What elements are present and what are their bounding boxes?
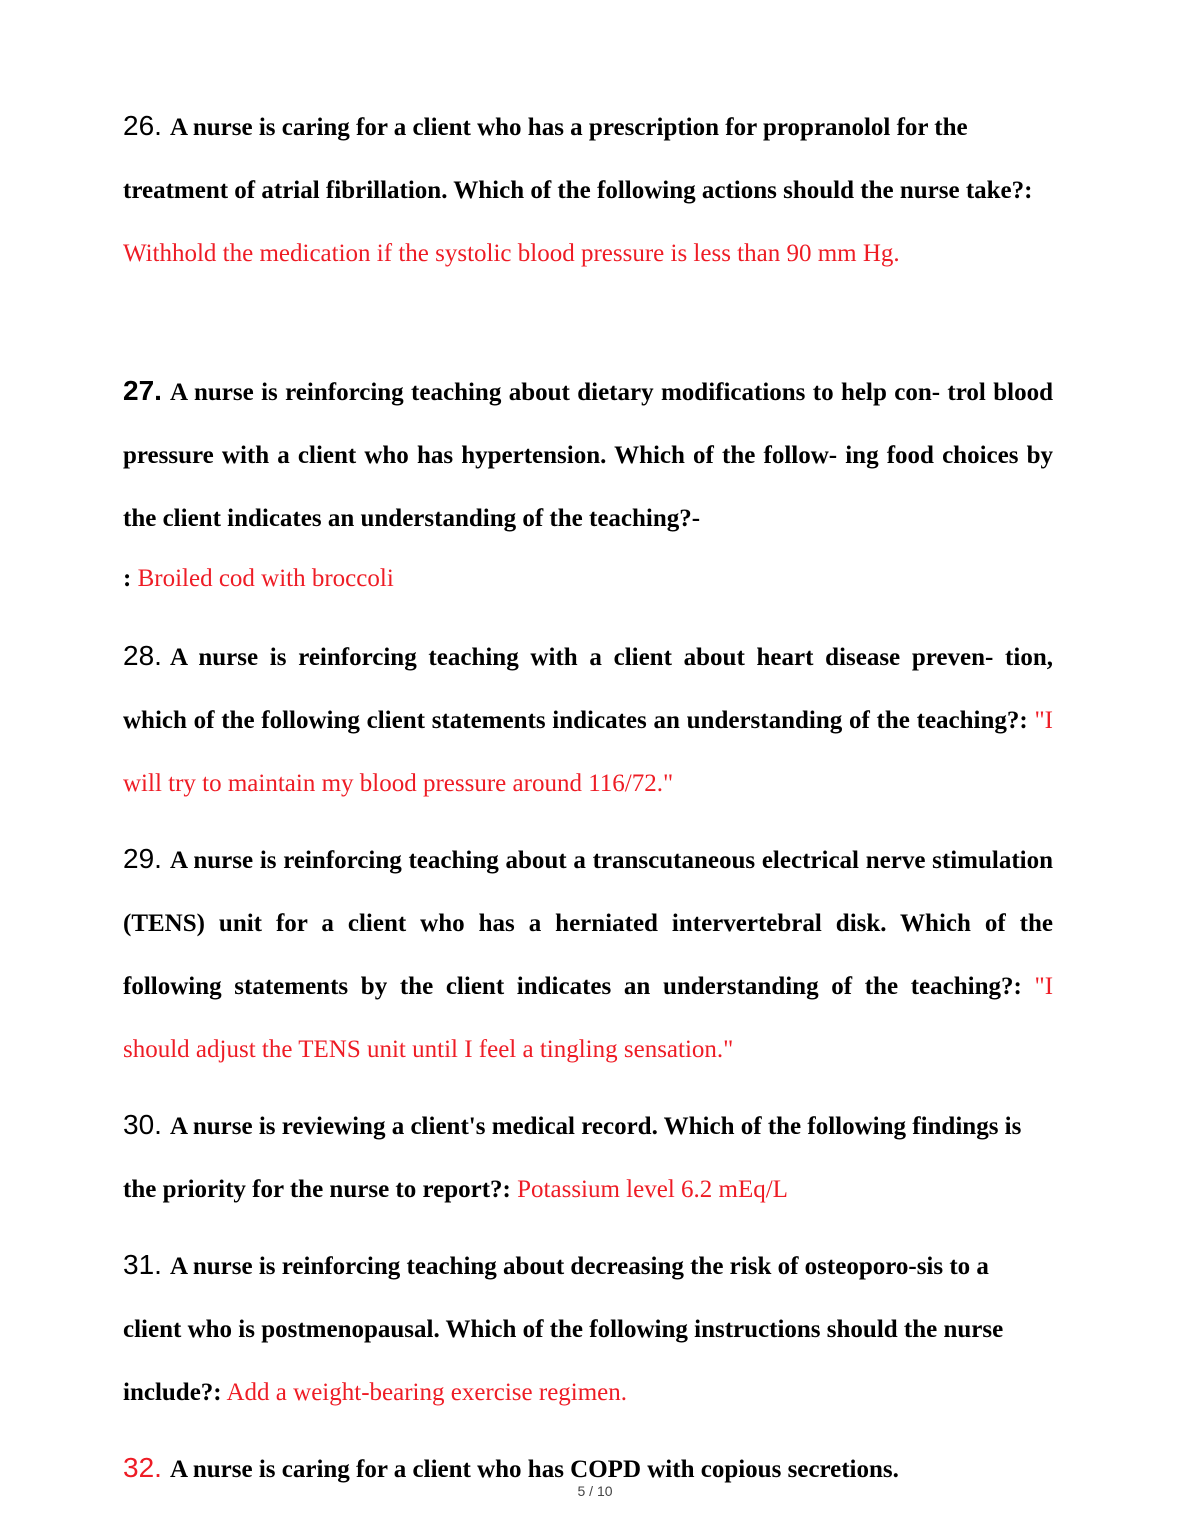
answer-text: Potassium level 6.2 mEq/L — [517, 1176, 788, 1203]
answer-prefix: : — [123, 565, 132, 592]
answer-27 — [123, 547, 1053, 610]
answer-text: "I will try to maintain my blood pressure around 116/72." — [123, 707, 1053, 797]
question-26 — [123, 94, 1053, 285]
question-number: 31. — [123, 1249, 162, 1280]
question-27 — [123, 359, 1053, 550]
question-28 — [123, 624, 1053, 815]
question-text: A nurse is caring for a client who has COPD with copious secretions. — [169, 1456, 899, 1483]
question-number: 30. — [123, 1109, 162, 1140]
question-text: A nurse is reviewing a client's medical record. Which of the following findings is the priority for the nurse to report?: — [123, 1113, 1022, 1203]
question-number: 26. — [123, 110, 162, 141]
question-number: 28. — [123, 640, 162, 671]
answer-text: Withhold the medication if the systolic blood pressure is less than 90 mm Hg. — [123, 240, 900, 267]
page-indicator: 5 / 10 — [577, 1483, 613, 1499]
question-text: A nurse is reinforcing teaching with a client about heart disease preven- tion, which of the following client statements indicates an understanding of the teaching?: — [123, 644, 1053, 734]
question-text: A nurse is reinforcing teaching about decreasing the risk of osteoporo-sis to a client who is postmenopausal. Which of the following instructions should the nurse include?: — [123, 1253, 1004, 1406]
answer-text: "I should adjust the TENS unit until I feel a tingling sensation." — [123, 973, 1054, 1063]
question-number: 29. — [123, 843, 162, 874]
question-number: 32. — [123, 1452, 162, 1483]
question-text: A nurse is reinforcing teaching about dietary modifications to help con- trol blood pressure with a client who has hypertension. Which of the follow- ing food choices by the client indicates an understanding of the teaching?- — [123, 379, 1053, 532]
question-31 — [123, 1233, 1053, 1424]
question-number: 27. — [123, 375, 162, 406]
question-text: A nurse is reinforcing teaching about a transcutaneous electrical nerve stimulation (TENS) unit for a client who has a herniated intervertebral disk. Which of the following statements by the client indicates an understanding of the teaching?: — [123, 847, 1053, 1000]
question-text: A nurse is caring for a client who has a prescription for propranolol for the treatment of atrial fibrillation. Which of the following actions should the nurse take?: — [123, 114, 1033, 204]
question-29 — [123, 827, 1053, 1081]
question-30 — [123, 1093, 1053, 1221]
answer-text: Broiled cod with broccoli — [137, 565, 394, 592]
answer-text: Add a weight-bearing exercise regimen. — [226, 1379, 628, 1406]
